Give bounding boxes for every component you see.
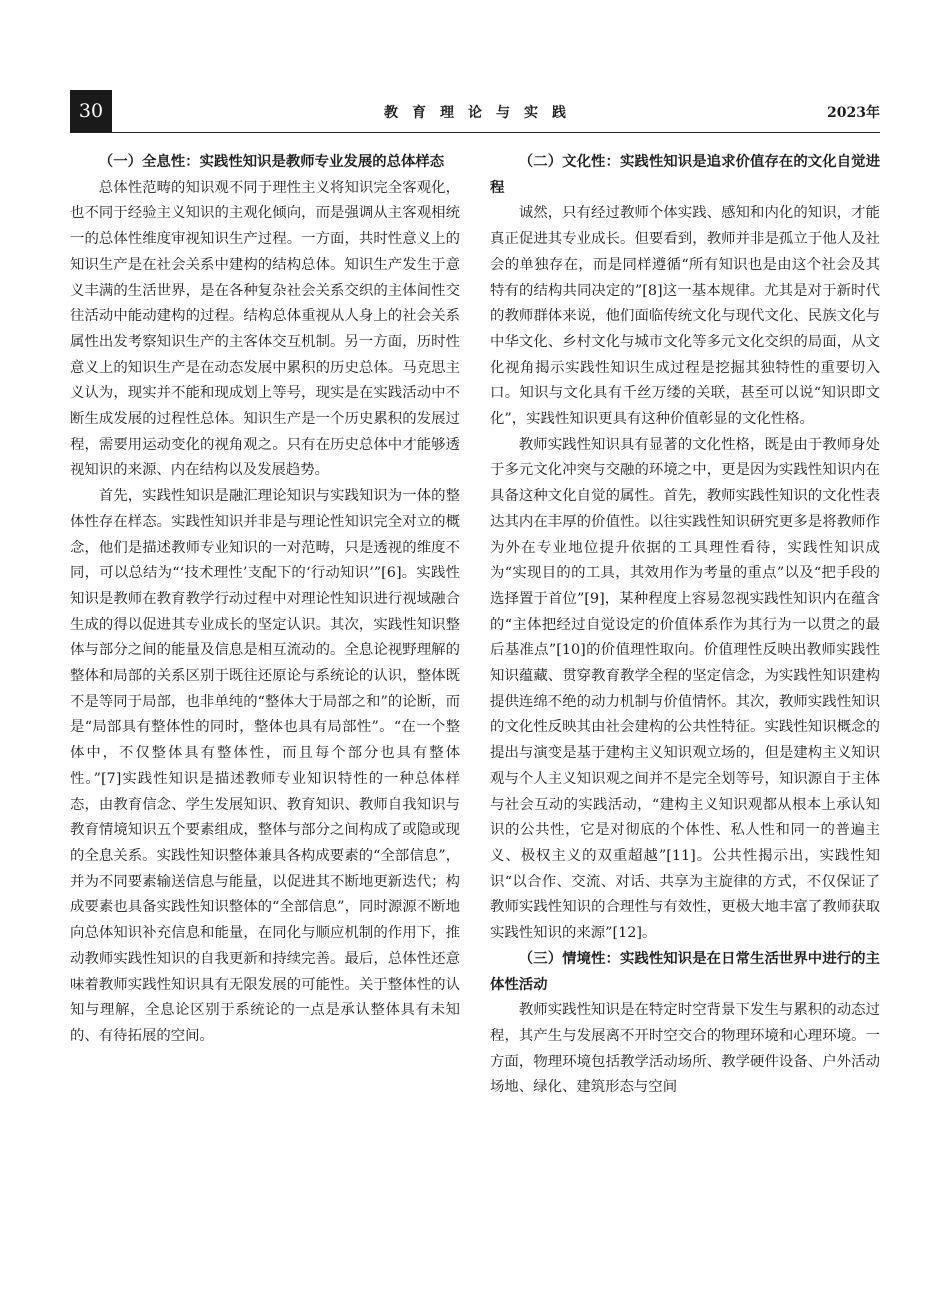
page-number: 30	[70, 90, 112, 133]
left-column	[70, 150, 460, 1050]
journal-title: 教育理论与实践	[384, 105, 580, 121]
body-paragraph: 总体性范畴的知识观不同于理性主义将知识完全客观化，也不同于经验主义知识的主观化倾向，而是强调从主客观相统一的总体性维度审视知识生产过程。一方面，共时性意义上的知识生产是在社会关系中建构的结构总体。知识生产发生于意义丰满的生活世界，是在各种复杂社会关系交织的主体间性交往活动中能动建构的过程。结构总体重视从人身上的社会关系属性出发考察知识生产的主客体交互机制。另一方面，历时性意义上的知识生产是在动态发展中累积的历史总体。马克思主义认为，现实并不能和现成划上等号，现实是在实践活动中不断生成发展的过程性总体。知识生产是一个历史累积的发展过程，需要用运动变化的视角观之。只有在历史总体中才能够透视知识的来源、内在结构以及发展趋势。	[70, 179, 460, 479]
right-column	[490, 150, 880, 1101]
issue-year: 2023年	[827, 105, 880, 121]
section-heading-2: （二）文化性：实践性知识是追求价值存在的文化自觉进程	[490, 154, 880, 196]
body-paragraph: 诚然，只有经过教师个体实践、感知和内化的知识，才能真正促进其专业成长。但要看到，教师并非是孤立于他人及社会的单独存在，而是同样遵循“所有知识也是由这个社会及其特有的结构共同决定的”[8]这一基本规律。尤其是对于新时代的教师群体来说，他们面临传统文化与现代文化、民族文化与中华文化、乡村文化与城市文化等多元文化交织的局面，从文化视角揭示实践性知识生成过程是挖掘其独特性的重要切入口。知识与文化具有千丝万缕的关联，甚至可以说“知识即文化”，实践性知识更具有这种价值彰显的文化性格。	[490, 205, 880, 428]
section-heading-3: （三）情境性：实践性知识是在日常生活世界中进行的主体性活动	[490, 950, 880, 993]
body-paragraph: 教师实践性知识是在特定时空背景下发生与累积的动态过程，其产生与发展离不开时空交合的物理环境和心理环境。一方面，物理环境包括教学活动场所、教学硬件设备、户外活动场地、绿化、建筑形态与空间	[490, 1002, 880, 1096]
header-rule	[70, 132, 880, 133]
body-paragraph: 教师实践性知识具有显著的文化性格，既是由于教师身处于多元文化冲突与交融的环境之中，更是因为实践性知识内在具备这种文化自觉的属性。首先，教师实践性知识的文化性表达其内在丰厚的价值性。以往实践性知识研究更多是将教师作为外在专业地位提升依据的工具理性看待，实践性知识成为“实现目的的工具，其效用作为考量的重点”以及“把手段的选择置于首位”[9]，某种程度上容易忽视实践性知识内在蕴含的“主体把经过自觉设定的价值体系作为其行为一以贯之的最后基准点”[10]的价值理性取向。价值理性反映出教师实践性知识蕴藏、贯穿教育教学全程的坚定信念，为实践性知识建构提供连绵不绝的动力机制与价值情怀。其次，教师实践性知识的文化性反映其由社会建构的公共性特征。实践性知识概念的提出与演变是基于建构主义知识观立场的，但是建构主义知识观与个人主义知识观之间并不是完全划等号，知识源自于主体与社会互动的实践活动，“建构主义知识观都从根本上承认知识的公共性，它是对彻底的个体性、私人性和同一的普遍主义、极权主义的双重超越”[11]。公共性揭示出，实践性知识“以合作、交流、对话、共享为主旋律的方式，不仅保证了教师实践性知识的合理性与有效性，更极大地丰富了教师获取实践性知识的来源”[12]。	[490, 436, 880, 942]
body-paragraph: 首先，实践性知识是融汇理论知识与实践知识为一体的整体性存在样态。实践性知识并非是与理论性知识完全对立的概念，他们是描述教师专业知识的一对范畴，只是透视的维度不同，可以总结为“‘技术理性’支配下的‘行动知识’”[6]。实践性知识是教师在教育教学行动过程中对理论性知识进行视域融合生成的得以促进其专业成长的坚定认识。其次，实践性知识整体与部分之间的能量及信息是相互流动的。全息论视野理解的整体和局部的关系区别于既往还原论与系统论的认识，整体既不是等同于局部，也非单纯的“整体大于局部之和”的论断，而是“局部具有整体性的同时，整体也具有局部性”。“在一个整体中，不仅整体具有整体性，而且每个部分也具有整体性。”[7]实践性知识是描述教师专业知识特性的一种总体样态，由教育信念、学生发展知识、教育知识、教师自我知识与教育情境知识五个要素组成，整体与部分之间构成了或隐或现的全息关系。实践性知识整体兼具各构成要素的“全部信息”，并为不同要素输送信息与能量，以促进其不断地更新迭代；构成要素也具备实践性知识整体的“全部信息”，同时源源不断地向总体知识补充信息和能量，在同化与顺应机制的作用下，推动教师实践性知识的自我更新和持续完善。最后，总体性还意味着教师实践性知识具有无限发展的可能性。关于整体性的认知与理解，全息论区别于系统论的一点是承认整体具有未知的、有待拓展的空间。	[70, 488, 460, 1044]
section-heading-1: （一）全息性：实践性知识是教师专业发展的总体样态	[98, 154, 445, 170]
page-header	[70, 90, 880, 133]
